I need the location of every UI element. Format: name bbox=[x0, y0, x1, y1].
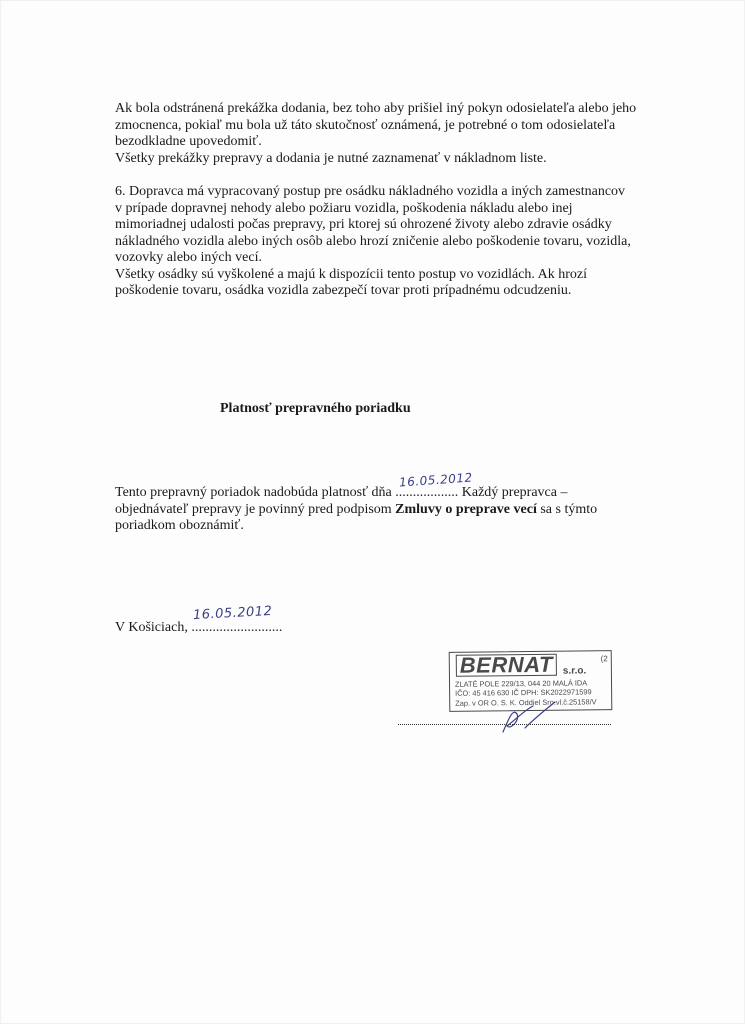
date-dots: .......................... bbox=[191, 620, 283, 635]
stamp-ids: IČO: 45 416 630 IČ DPH: SK2022971599 bbox=[455, 687, 592, 698]
text-line: mimoriadnej udalosti počas prepravy, pri ktorej sú ohrozené životy alebo zdravie osádky bbox=[115, 217, 612, 232]
text-line: nákladného vozidla alebo iných osôb alebo hrozí zničenie alebo poškodenie tovaru, vozidla, bbox=[115, 233, 631, 249]
signature-line bbox=[398, 722, 611, 725]
handwritten-date: 16.05.2012 bbox=[398, 470, 474, 490]
text-line: zmocnenca, pokiaľ mu bola už táto skutočnosť oznámená, je potrebné o tom odosielateľa bbox=[115, 117, 616, 133]
paragraph-obstacle-removal bbox=[115, 101, 635, 167]
text-line: Ak bola odstránená prekážka dodania, bez toho aby prišiel iný pokyn odosielateľa alebo jeho bbox=[115, 101, 637, 116]
stamp-legal-form: s.r.o. bbox=[562, 665, 587, 677]
text-line: poškodenie tovaru, osádka vozidla zabezpečí tovar proti prípadnému odcudzeniu. bbox=[115, 283, 572, 298]
text-line: bezodkladne upovedomiť. bbox=[115, 134, 262, 149]
text-line: vozovky alebo iných vecí. bbox=[115, 250, 262, 265]
text-line: Všetky osádky sú vyškolené a majú k dispozícii tento postup vo vozidlách. Ak hrozí bbox=[115, 266, 588, 282]
text-line: poriadkom oboznámiť. bbox=[115, 518, 244, 533]
validity-text: objednávateľ prepravy je povinný pred podpisom bbox=[115, 501, 396, 517]
date-field bbox=[395, 470, 474, 502]
date-dots: .................. bbox=[395, 485, 459, 500]
validity-text: sa s týmto bbox=[536, 501, 598, 517]
text-line: v prípade dopravnej nehody alebo požiaru vozidla, poškodenia nákladu alebo inej bbox=[115, 200, 573, 216]
stamp-address: ZLATÉ POLE 229/13, 044 20 MALÁ IDA bbox=[454, 678, 588, 689]
paragraph-validity bbox=[115, 470, 635, 535]
handwritten-date: 16.05.2012 bbox=[192, 603, 274, 624]
paragraph-carrier-procedure bbox=[115, 184, 635, 300]
stamp-logo: BERNAT bbox=[456, 654, 557, 677]
text-line: Všetky prekážky prepravy a dodania je nutné zaznamenať v nákladnom liste. bbox=[115, 150, 547, 166]
stamp-brand bbox=[456, 653, 557, 678]
validity-text: Každý prepravca – bbox=[458, 485, 568, 500]
contract-name: Zmluvy o preprave vecí bbox=[395, 501, 537, 517]
text-line: 6. Dopravca má vypracovaný postup pre osádku nákladného vozidla a iných zamestnancov bbox=[115, 184, 626, 199]
section-heading: Platnosť prepravného poriadku bbox=[220, 401, 411, 416]
text-line bbox=[115, 502, 635, 519]
place-date-line bbox=[115, 603, 283, 637]
text-line bbox=[115, 470, 635, 502]
place-date-field bbox=[191, 603, 283, 637]
validity-text: Tento prepravný poriadok nadobúda platnosť dňa bbox=[115, 485, 396, 500]
signature-icon bbox=[495, 700, 565, 740]
stamp-registration: Zap. v OR O. S. K. Oddiel Sro.vl.č.25158/V bbox=[455, 697, 597, 708]
stamp-number: (2 bbox=[600, 654, 608, 664]
place-label: V Košiciach, bbox=[115, 620, 192, 635]
